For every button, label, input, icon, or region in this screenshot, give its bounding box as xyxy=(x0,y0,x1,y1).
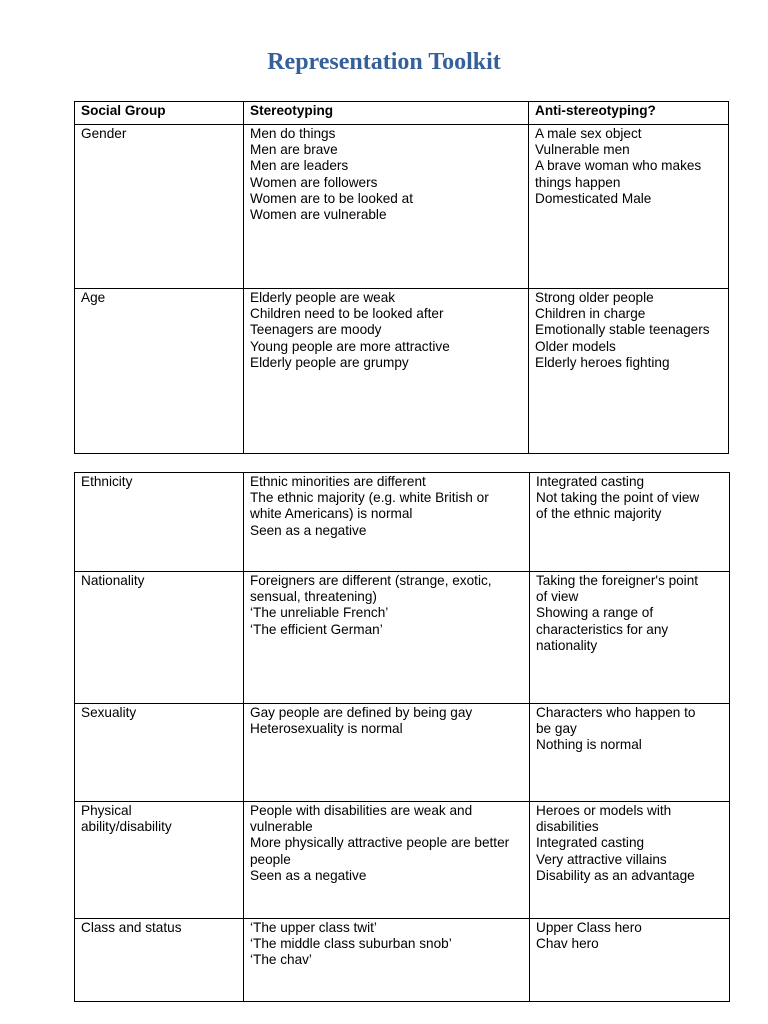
table-row xyxy=(75,704,730,802)
cell-line: Not taking the point of view xyxy=(536,490,700,506)
representation-table-1 xyxy=(74,101,729,454)
header-social-group: Social Group xyxy=(75,102,244,125)
cell-line: Ethnic minorities are different xyxy=(250,474,426,489)
cell-line: of view xyxy=(536,589,579,605)
social-group-cell xyxy=(75,919,244,1002)
page-title: Representation Toolkit xyxy=(267,49,501,75)
cell-line: vulnerable xyxy=(250,819,313,835)
table-row xyxy=(75,473,730,572)
cell-line: ‘The unreliable French’ xyxy=(250,605,389,621)
cell-line: Teenagers are moody xyxy=(250,322,382,338)
header-row xyxy=(75,102,729,125)
cell-line: Women are to be looked at xyxy=(250,190,413,206)
cell-line: Taking the foreigner's point xyxy=(536,573,699,588)
cell-line: Class and status xyxy=(81,920,182,935)
social-group-cell xyxy=(75,289,244,454)
cell-line: ‘The upper class twit’ xyxy=(250,920,377,935)
cell-line: Integrated casting xyxy=(536,474,645,489)
social-group-cell xyxy=(75,704,244,802)
stereotyping-cell xyxy=(244,125,529,289)
cell-line: Integrated casting xyxy=(536,835,645,851)
anti-stereotyping-cell xyxy=(530,572,730,704)
cell-line: The ethnic majority (e.g. white British or xyxy=(250,490,489,506)
cell-line: Men are brave xyxy=(250,142,338,158)
cell-line: Gay people are defined by being gay xyxy=(250,705,473,720)
cell-line: of the ethnic majority xyxy=(536,506,662,522)
anti-stereotyping-cell xyxy=(530,802,730,919)
cell-line: Age xyxy=(81,290,106,305)
social-group-cell xyxy=(75,802,244,919)
cell-line: Characters who happen to xyxy=(536,705,696,720)
table-row xyxy=(75,919,730,1002)
cell-line: Women are vulnerable xyxy=(250,207,387,223)
table-row xyxy=(75,289,729,454)
cell-line: Young people are more attractive xyxy=(250,338,450,354)
cell-line: things happen xyxy=(535,174,621,190)
stereotyping-cell xyxy=(244,572,530,704)
cell-line: Domesticated Male xyxy=(535,190,652,206)
stereotyping-cell xyxy=(244,704,530,802)
cell-line: A male sex object xyxy=(535,126,642,141)
cell-line: white Americans) is normal xyxy=(250,506,413,522)
cell-line: Chav hero xyxy=(536,936,599,952)
cell-line: Physical xyxy=(81,803,132,818)
social-group-cell xyxy=(75,125,244,289)
cell-line: Strong older people xyxy=(535,290,654,305)
cell-line: be gay xyxy=(536,721,577,737)
table-row xyxy=(75,572,730,704)
cell-line: Elderly people are grumpy xyxy=(250,354,409,370)
social-group-cell xyxy=(75,572,244,704)
social-group-cell xyxy=(75,473,244,572)
table-row xyxy=(75,802,730,919)
cell-line: ‘The middle class suburban snob’ xyxy=(250,936,452,952)
cell-line: Children in charge xyxy=(535,306,646,322)
cell-line: Upper Class hero xyxy=(536,920,642,935)
cell-line: Disability as an advantage xyxy=(536,867,695,883)
representation-table-2 xyxy=(74,472,730,1002)
cell-line: disabilities xyxy=(536,819,599,835)
cell-line: Gender xyxy=(81,126,127,141)
cell-line: Nationality xyxy=(81,573,145,588)
cell-line: People with disabilities are weak and xyxy=(250,803,473,818)
anti-stereotyping-cell xyxy=(530,473,730,572)
cell-line: Very attractive villains xyxy=(536,851,667,867)
cell-line: Showing a range of xyxy=(536,605,654,621)
anti-stereotyping-cell xyxy=(529,125,729,289)
cell-line: Emotionally stable teenagers xyxy=(535,322,710,338)
cell-line: Nothing is normal xyxy=(536,737,642,753)
stereotyping-cell xyxy=(244,473,530,572)
cell-line: More physically attractive people are better xyxy=(250,835,510,851)
cell-line: ability/disability xyxy=(81,819,172,835)
cell-line: Sexuality xyxy=(81,705,137,720)
cell-line: Heroes or models with xyxy=(536,803,672,818)
cell-line: ‘The efficient German’ xyxy=(250,621,383,637)
anti-stereotyping-cell xyxy=(530,919,730,1002)
cell-line: Men do things xyxy=(250,126,336,141)
stereotyping-cell xyxy=(244,919,530,1002)
cell-line: Elderly heroes fighting xyxy=(535,354,670,370)
cell-line: people xyxy=(250,851,291,867)
cell-line: Elderly people are weak xyxy=(250,290,396,305)
cell-line: Older models xyxy=(535,338,616,354)
cell-line: Children need to be looked after xyxy=(250,306,444,322)
cell-line: Women are followers xyxy=(250,174,378,190)
cell-line: Foreigners are different (strange, exotic, xyxy=(250,573,492,588)
header-stereotyping: Stereotyping xyxy=(244,102,529,125)
stereotyping-cell xyxy=(244,802,530,919)
cell-line: Heterosexuality is normal xyxy=(250,721,403,737)
cell-line: Ethnicity xyxy=(81,474,133,489)
cell-line: A brave woman who makes xyxy=(535,158,702,174)
cell-line: Seen as a negative xyxy=(250,867,367,883)
stereotyping-cell xyxy=(244,289,529,454)
cell-line: sensual, threatening) xyxy=(250,589,377,605)
cell-line: Men are leaders xyxy=(250,158,349,174)
anti-stereotyping-cell xyxy=(529,289,729,454)
header-anti-stereotyping: Anti-stereotyping? xyxy=(529,102,729,125)
cell-line: characteristics for any xyxy=(536,621,669,637)
cell-line: nationality xyxy=(536,637,598,653)
cell-line: Seen as a negative xyxy=(250,522,367,538)
cell-line: Vulnerable men xyxy=(535,142,630,158)
cell-line: ‘The chav’ xyxy=(250,952,312,968)
table-row xyxy=(75,125,729,289)
anti-stereotyping-cell xyxy=(530,704,730,802)
